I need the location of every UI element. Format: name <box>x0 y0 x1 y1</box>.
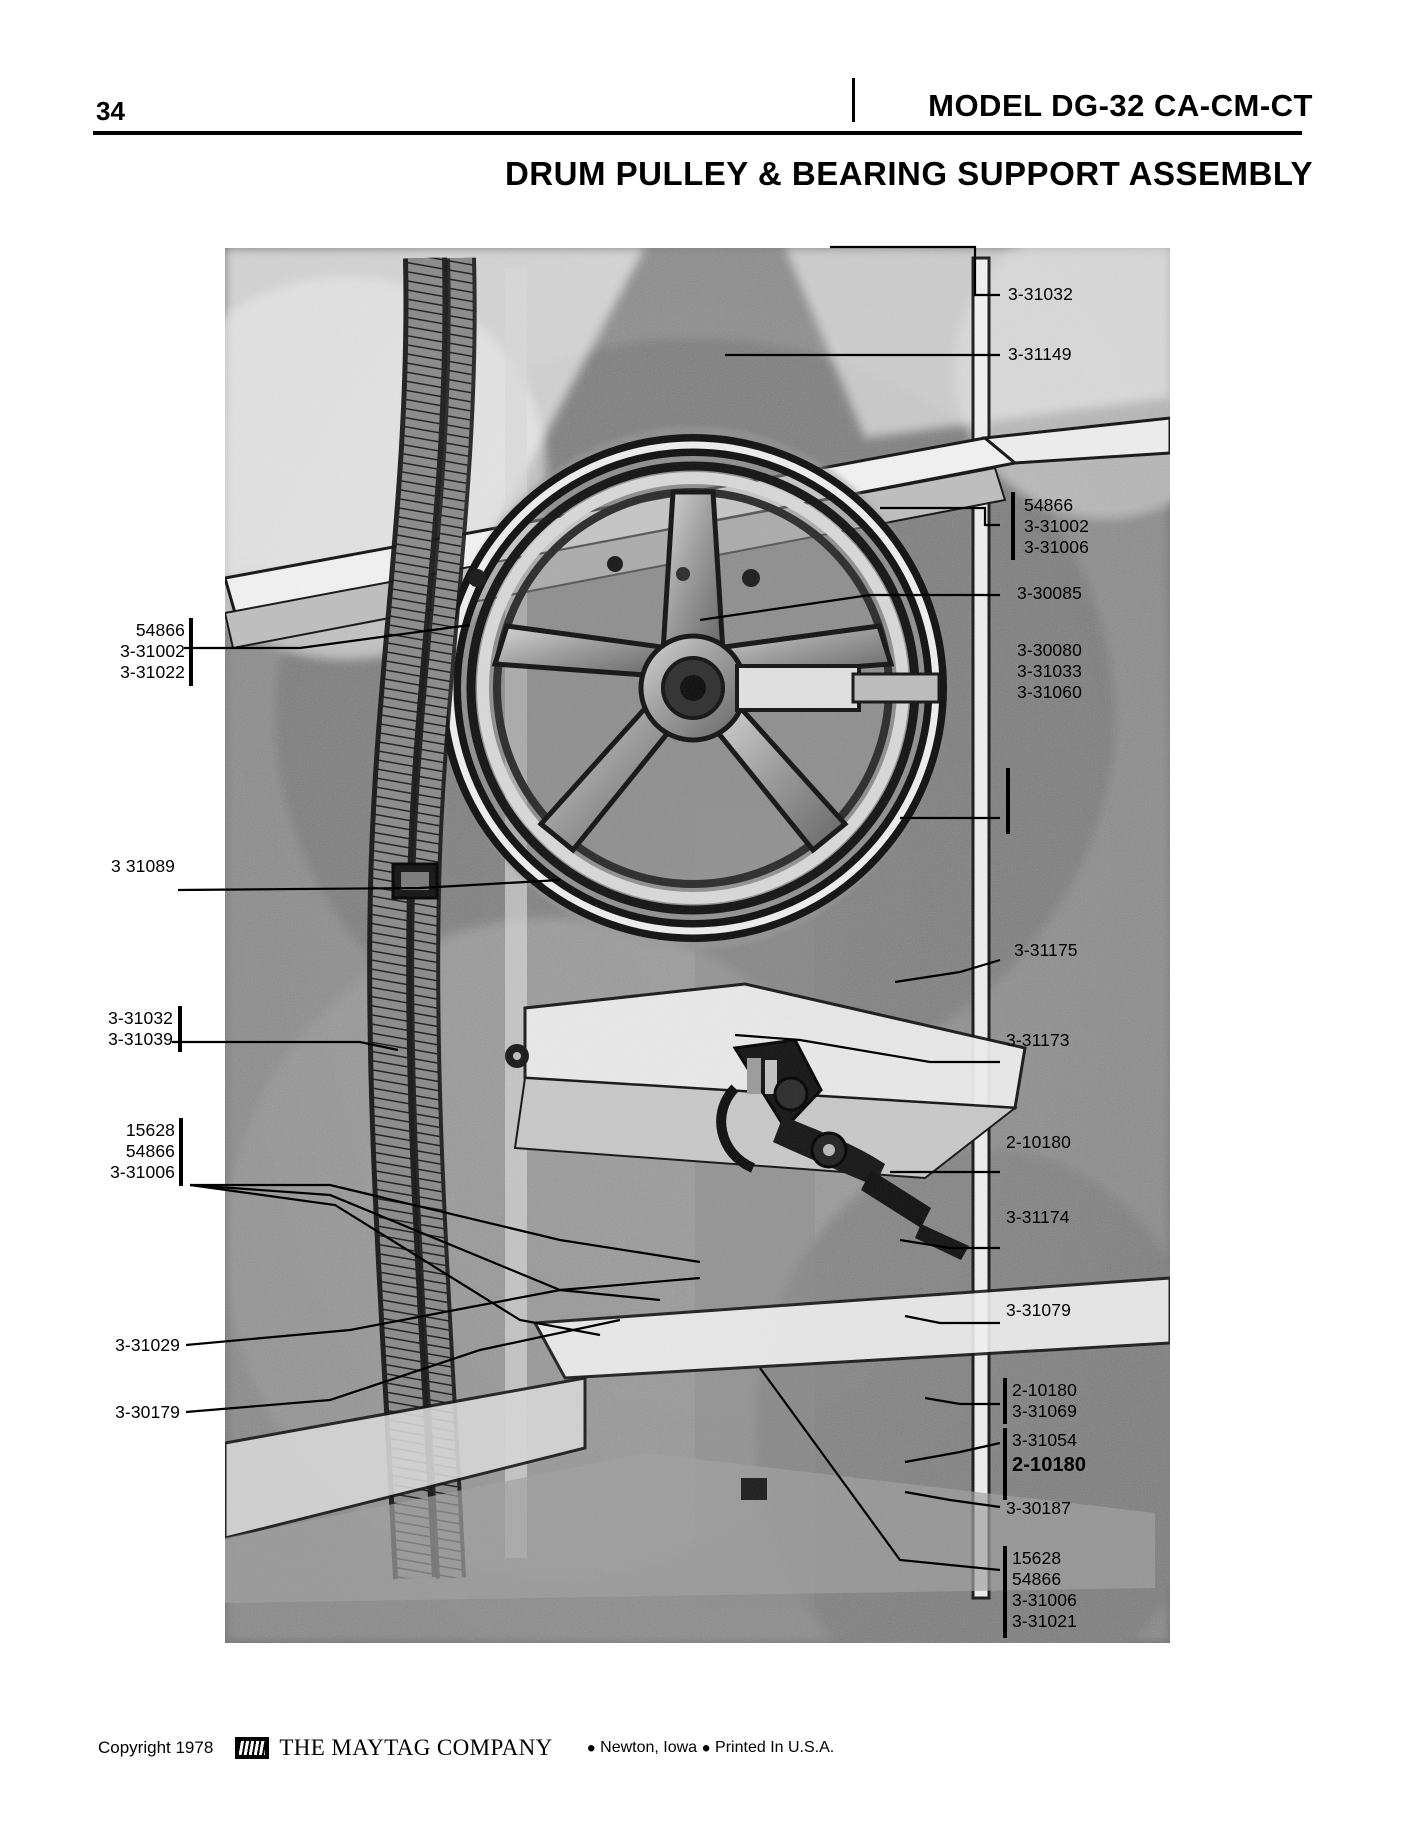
page-number: 34 <box>96 96 125 126</box>
callout-3-31029 <box>10 1335 180 1356</box>
callout-3-30187 <box>1006 1498 1071 1519</box>
callout-3-30179 <box>10 1402 180 1423</box>
callout-line: 3-31033 <box>1017 661 1082 681</box>
callout-bracket <box>1011 492 1015 560</box>
callout-line: 15628 <box>125 1120 175 1140</box>
callout-line: 15628 <box>1012 1548 1062 1568</box>
callout-line: 3-31032 <box>1008 284 1073 304</box>
callout-group-2-10180-3-31069 <box>1012 1380 1077 1422</box>
model-title-divider <box>852 78 855 122</box>
callout-bracket <box>1003 1428 1007 1500</box>
callout-line: 3-31175 <box>1014 940 1078 960</box>
callout-line: 54866 <box>1012 1569 1062 1589</box>
callout-line: 3-31149 <box>1008 344 1072 364</box>
callout-line: 3-30080 <box>1017 640 1082 660</box>
page-footer <box>98 1735 834 1761</box>
callout-line: 3-30085 <box>1017 583 1082 603</box>
callout-group-54866-3-31002-3-31006 <box>1024 495 1089 558</box>
callout-line: 3-31006 <box>1024 537 1089 557</box>
callout-line: 54866 <box>1024 495 1074 515</box>
callout-line: 3-31002 <box>120 641 185 661</box>
callout-group-3-30080-3-31033-3-31060 <box>1017 640 1082 703</box>
callout-group-15628-54866-3-31006 <box>10 1120 175 1183</box>
bullet-icon: ● <box>586 1739 596 1757</box>
callout-line: 3-31006 <box>110 1162 175 1182</box>
callout-2-10180-bold <box>1012 1455 1086 1476</box>
callout-line: 3-31173 <box>1006 1030 1070 1050</box>
model-title: MODEL DG-32 CA-CM-CT <box>928 88 1313 123</box>
company-name: THE MAYTAG COMPANY <box>279 1735 553 1760</box>
callout-line: 3-31069 <box>1012 1401 1077 1421</box>
callout-group-54866-3-31002-3-31022 <box>10 620 185 683</box>
footer-printed: Printed In U.S.A. <box>715 1739 835 1756</box>
callout-line: 3-30179 <box>115 1402 180 1422</box>
callout-line: 3-31029 <box>115 1335 180 1355</box>
callout-bracket <box>179 1118 183 1186</box>
callout-line: 2-10180 <box>1006 1132 1071 1152</box>
callout-3-31173 <box>1006 1030 1070 1051</box>
callout-line: 3-31174 <box>1006 1207 1070 1227</box>
callout-3-31174 <box>1006 1207 1070 1228</box>
callout-line: 3-31002 <box>1024 516 1089 536</box>
assembly-title: DRUM PULLEY & BEARING SUPPORT ASSEMBLY <box>504 155 1313 192</box>
callout-2-10180-upper <box>1006 1132 1071 1153</box>
callout-line: 3 31089 <box>111 856 175 876</box>
callout-line: 3-31006 <box>1012 1590 1077 1610</box>
bullet-icon: ● <box>701 1739 711 1757</box>
callout-bracket <box>1006 768 1010 834</box>
callout-line: 3-31039 <box>108 1029 173 1049</box>
callout-line: 54866 <box>135 620 185 640</box>
callout-line: 3-31022 <box>120 662 185 682</box>
callout-line: 3-31021 <box>1012 1611 1077 1631</box>
callout-3-30085 <box>1017 583 1082 604</box>
copyright-text: Copyright 1978 <box>98 1738 214 1757</box>
callout-line: 3-31054 <box>1012 1430 1077 1450</box>
callout-line: 3-31060 <box>1017 682 1082 702</box>
header-divider-rule <box>93 131 1302 135</box>
callout-3-31079 <box>1006 1300 1071 1321</box>
callout-line: 2-10180 <box>1012 1454 1087 1476</box>
callout-group-3-31032-3-31039 <box>10 1008 173 1050</box>
maytag-logo-icon <box>235 1737 269 1759</box>
callout-line: 54866 <box>125 1141 175 1161</box>
footer-location: Newton, Iowa <box>600 1739 698 1756</box>
callout-line: 3-31079 <box>1006 1300 1071 1320</box>
callout-3-31149 <box>1008 344 1072 365</box>
callout-bracket <box>1003 1546 1007 1638</box>
callout-bracket <box>189 618 193 686</box>
callout-3-31054 <box>1012 1430 1077 1451</box>
callout-3-31175 <box>1014 940 1078 961</box>
callout-bracket <box>1003 1378 1007 1424</box>
callout-bracket <box>178 1006 182 1052</box>
callout-group-15628-54866-3-31006-3-31021 <box>1012 1548 1077 1632</box>
callout-3-31032-top <box>1008 284 1073 305</box>
footer-location-group <box>587 1739 835 1757</box>
callout-line: 3-30187 <box>1006 1498 1071 1518</box>
callout-line: 3-31032 <box>108 1008 173 1028</box>
callout-3-31089 <box>10 856 175 877</box>
callout-line: 2-10180 <box>1012 1380 1077 1400</box>
